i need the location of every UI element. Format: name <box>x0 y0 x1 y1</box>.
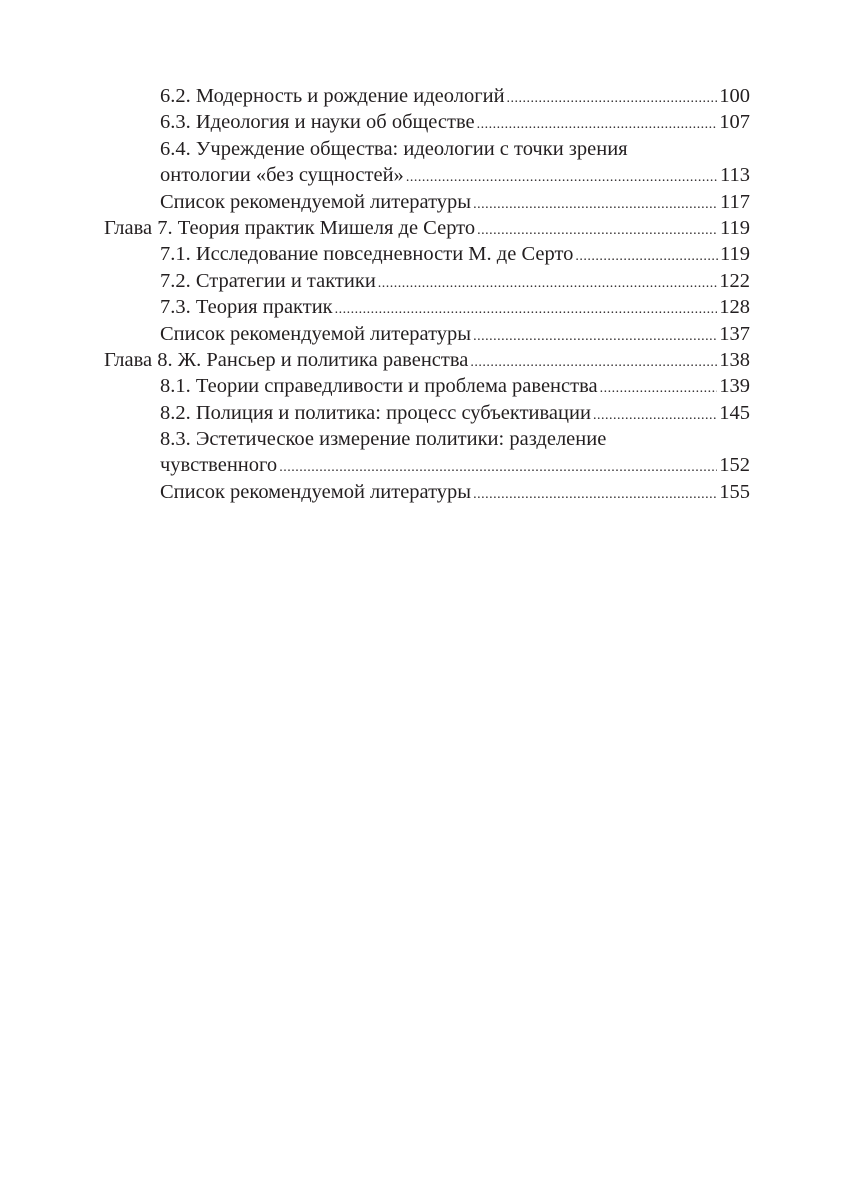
toc-entry-page: 113 <box>720 164 750 187</box>
toc-chapter <box>0 215 857 241</box>
toc-entry <box>0 189 857 215</box>
toc-entry-title: 7.2. Стратегии и тактики <box>160 268 378 294</box>
toc-entry <box>0 452 857 478</box>
toc-entry <box>0 294 857 320</box>
toc-entry-title: 8.3. Эстетическое измерение политики: разделение <box>160 428 607 451</box>
toc-entry <box>0 241 857 267</box>
toc-entry-page: 155 <box>719 480 750 503</box>
toc-entry-page: 119 <box>720 216 750 239</box>
toc-entry-page: 138 <box>719 348 750 371</box>
toc-entry <box>0 321 857 347</box>
toc-entry-title: 7.1. Исследование повседневности М. де Серто <box>160 241 575 267</box>
toc-chapter <box>0 347 857 373</box>
toc-entry-title: чувственного <box>160 452 279 478</box>
toc-entry-title: 6.3. Идеология и науки об обществе <box>160 109 477 135</box>
toc-entry-page: 119 <box>720 243 750 266</box>
toc-entry <box>0 162 857 188</box>
toc-entry-page: 137 <box>719 322 750 345</box>
toc-entry <box>0 479 857 505</box>
toc-entry-page: 117 <box>720 190 750 213</box>
toc-entry-title: 8.1. Теории справедливости и проблема равенства <box>160 373 600 399</box>
toc-entry-title: Список рекомендуемой литературы <box>160 189 473 215</box>
toc-entry-page: 139 <box>719 375 750 398</box>
toc-entry-title: 7.3. Теория практик <box>160 294 335 320</box>
toc-entry-page: 128 <box>719 296 750 319</box>
toc-entry <box>0 268 857 294</box>
toc-entry-page: 122 <box>719 269 750 292</box>
toc-entry-title: Список рекомендуемой литературы <box>160 321 473 347</box>
toc-entry-page: 107 <box>719 111 750 134</box>
toc-entry-page: 100 <box>719 85 750 107</box>
toc-entry-title: онтологии «без сущностей» <box>160 162 406 188</box>
toc-entry-page: 145 <box>719 401 750 424</box>
toc-entry-title: Список рекомендуемой литературы <box>160 479 473 505</box>
toc-entry <box>0 373 857 399</box>
toc-chapter-title: Глава 8. Ж. Рансьер и политика равенства <box>104 347 470 373</box>
table-of-contents <box>0 83 857 505</box>
toc-entry <box>0 109 857 135</box>
dot-leader <box>473 482 717 508</box>
toc-entry-title: 6.2. Модерность и рождение идеологий <box>160 83 507 109</box>
toc-entry <box>0 83 857 109</box>
toc-entry-title: 8.2. Полиция и политика: процесс субъективации <box>160 400 593 426</box>
toc-entry <box>0 136 857 162</box>
toc-entry <box>0 400 857 426</box>
toc-entry-page: 152 <box>719 454 750 477</box>
toc-entry-title: 6.4. Учреждение общества: идеологии с точки зрения <box>160 137 628 160</box>
toc-entry <box>0 426 857 452</box>
toc-chapter-title: Глава 7. Теория практик Мишеля де Серто <box>104 215 477 241</box>
